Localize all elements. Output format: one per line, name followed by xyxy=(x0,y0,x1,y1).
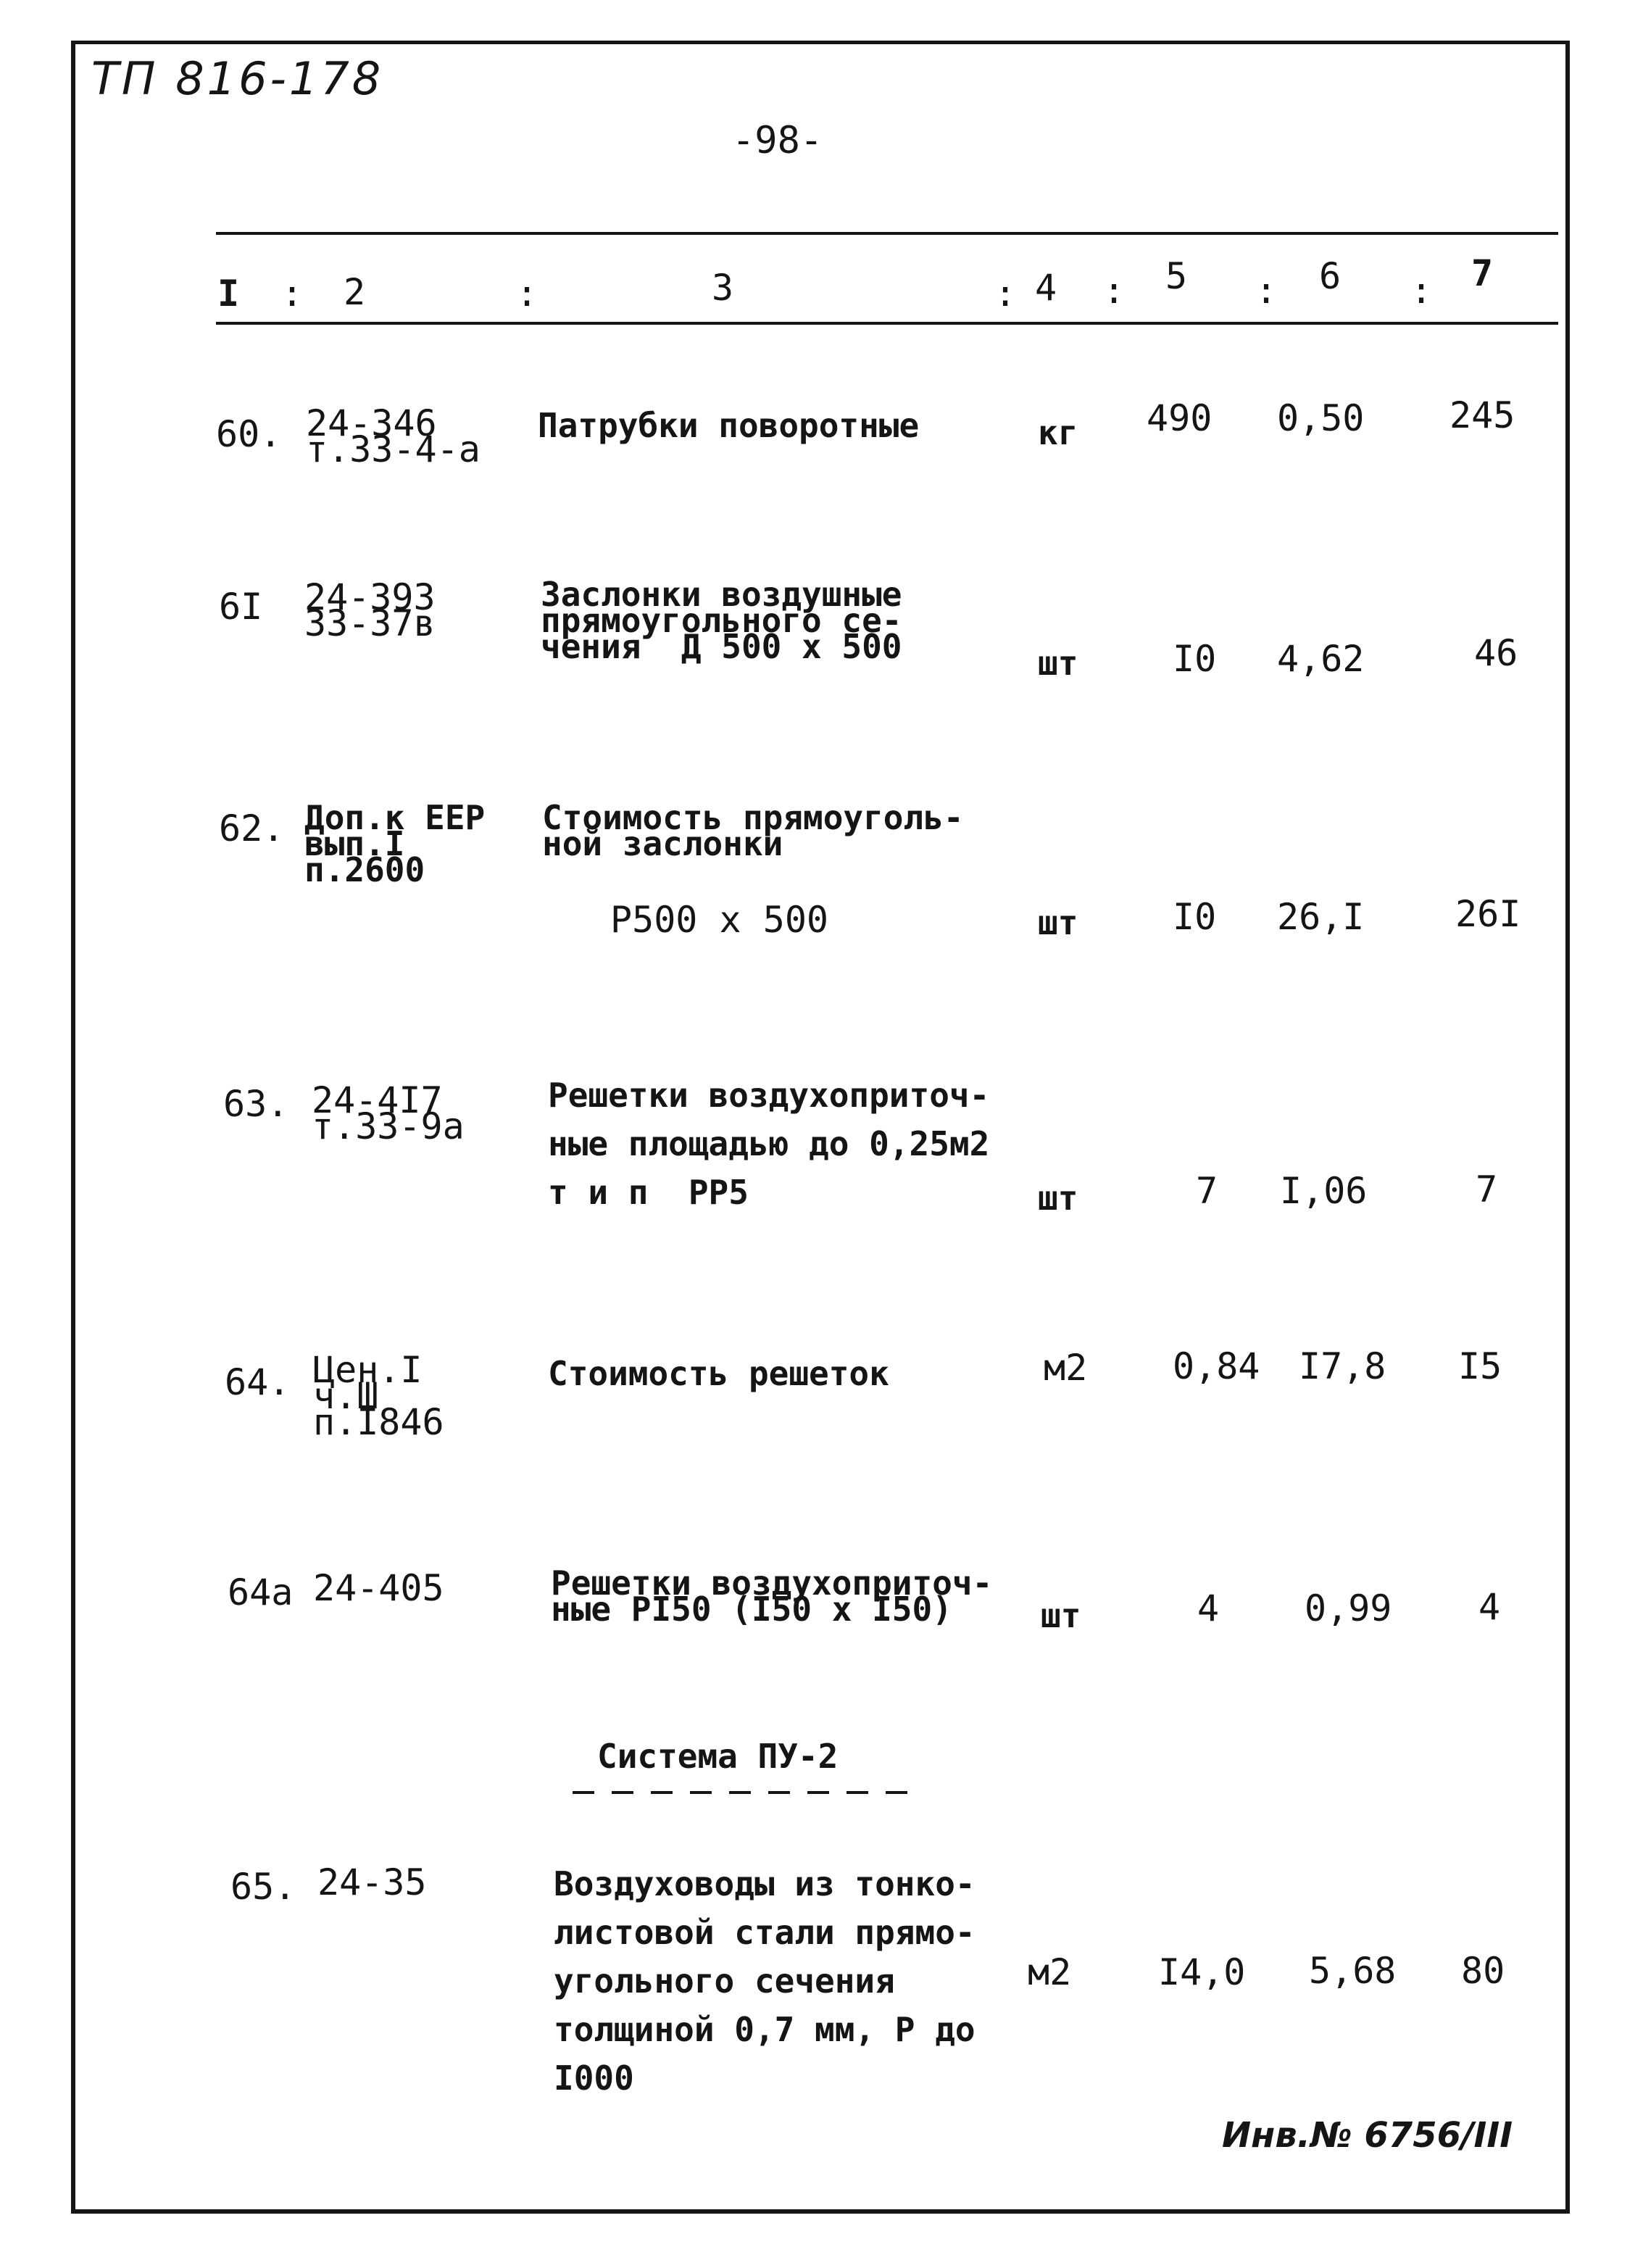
row-quantity: I0 xyxy=(1173,896,1217,938)
row-number: 64. xyxy=(225,1361,291,1403)
row-name: Воздуховоды из тонко- листовой стали прямо- угольного сечения толщиной 0,7 мм, Р до I000 xyxy=(554,1864,976,2098)
row-total: 4 xyxy=(1478,1586,1501,1628)
document-code: ТП 816-178 xyxy=(91,52,384,105)
row-quantity: I0 xyxy=(1173,638,1217,680)
frame-right-border xyxy=(1565,42,1570,2214)
column-header-7: 7 xyxy=(1471,252,1494,294)
row-price: 0,50 xyxy=(1277,397,1365,439)
row-code: 24-393 33-37в xyxy=(304,576,436,644)
frame-left-border xyxy=(71,42,75,2214)
row-total: 46 xyxy=(1474,632,1518,674)
row-code: 24-346 т.33-4-а xyxy=(306,402,481,470)
row-quantity: 7 xyxy=(1196,1170,1218,1212)
column-header-3: 3 xyxy=(712,267,734,309)
column-header-2: 2 xyxy=(344,271,366,313)
section-title: Система ПУ-2 xyxy=(597,1737,839,1776)
column-separator: : xyxy=(281,273,304,315)
frame-top-border xyxy=(71,41,1570,44)
row-unit: шт xyxy=(1038,1179,1078,1218)
row-unit: шт xyxy=(1038,903,1078,942)
row-name-size: Р500 х 500 xyxy=(610,899,829,941)
row-total: 80 xyxy=(1461,1950,1505,1992)
row-code: Доп.к ЕЕР вып.I п.2600 xyxy=(304,798,486,889)
row-total: I5 xyxy=(1458,1345,1502,1387)
row-code: 24-405 xyxy=(313,1567,444,1609)
row-total: 26I xyxy=(1455,893,1521,935)
row-name: Решетки воздухоприточ- ные РI50 (I50 х I50) xyxy=(551,1563,993,1629)
column-header-4: 4 xyxy=(1035,267,1057,309)
row-name: Патрубки поворотные xyxy=(538,406,920,445)
row-name: Заслонки воздушные прямоугольного се- чения Д 500 х 500 xyxy=(541,575,902,666)
column-separator: : xyxy=(516,273,538,315)
column-header-6: 6 xyxy=(1319,255,1342,297)
column-separator: : xyxy=(1410,270,1433,312)
row-number: 60. xyxy=(216,413,282,455)
row-quantity: I4,0 xyxy=(1158,1951,1246,1993)
column-header-1: I xyxy=(217,273,240,315)
row-code: 24-4I7 т.33-9а xyxy=(312,1079,465,1147)
row-number: 65. xyxy=(230,1866,296,1908)
table-header-rule xyxy=(216,322,1558,325)
row-unit: м2 xyxy=(1044,1347,1088,1389)
row-code: 24-35 xyxy=(317,1861,427,1903)
row-unit: кг xyxy=(1038,413,1078,452)
row-name: Стоимость решеток xyxy=(548,1354,889,1393)
row-unit: шт xyxy=(1041,1596,1081,1635)
row-quantity: 490 xyxy=(1147,397,1213,439)
row-unit: шт xyxy=(1038,644,1078,683)
row-name: Решетки воздухоприточ- ные площадью до 0,25м2 т и п РР5 xyxy=(548,1076,990,1212)
row-quantity: 0,84 xyxy=(1173,1345,1260,1387)
row-number: 6I xyxy=(219,586,263,628)
row-price: I,06 xyxy=(1280,1170,1368,1212)
page-number: -98- xyxy=(732,119,823,162)
row-unit: м2 xyxy=(1028,1951,1072,1993)
row-quantity: 4 xyxy=(1197,1587,1220,1629)
row-number: 64а xyxy=(228,1571,294,1613)
table-top-rule xyxy=(216,232,1558,235)
row-number: 62. xyxy=(219,807,285,850)
row-price: 5,68 xyxy=(1309,1950,1397,1992)
row-total: 7 xyxy=(1476,1168,1498,1210)
inventory-number: Инв.№ 6756/ІІІ xyxy=(1222,2115,1513,2156)
column-separator: : xyxy=(1255,270,1278,312)
frame-bottom-border xyxy=(71,2209,1570,2214)
row-number: 63. xyxy=(223,1083,289,1125)
row-name: Стоимость прямоуголь- ной заслонки xyxy=(542,798,964,863)
row-total: 245 xyxy=(1449,394,1515,436)
row-price: I7,8 xyxy=(1299,1345,1386,1387)
row-price: 4,62 xyxy=(1277,638,1365,680)
row-price: 26,I xyxy=(1277,896,1365,938)
row-code: Цен.I ч.Ш п.I846 xyxy=(313,1349,444,1443)
row-price: 0,99 xyxy=(1305,1587,1392,1629)
column-header-5: 5 xyxy=(1165,255,1188,297)
column-separator: : xyxy=(1103,270,1126,312)
column-separator: : xyxy=(994,273,1017,315)
